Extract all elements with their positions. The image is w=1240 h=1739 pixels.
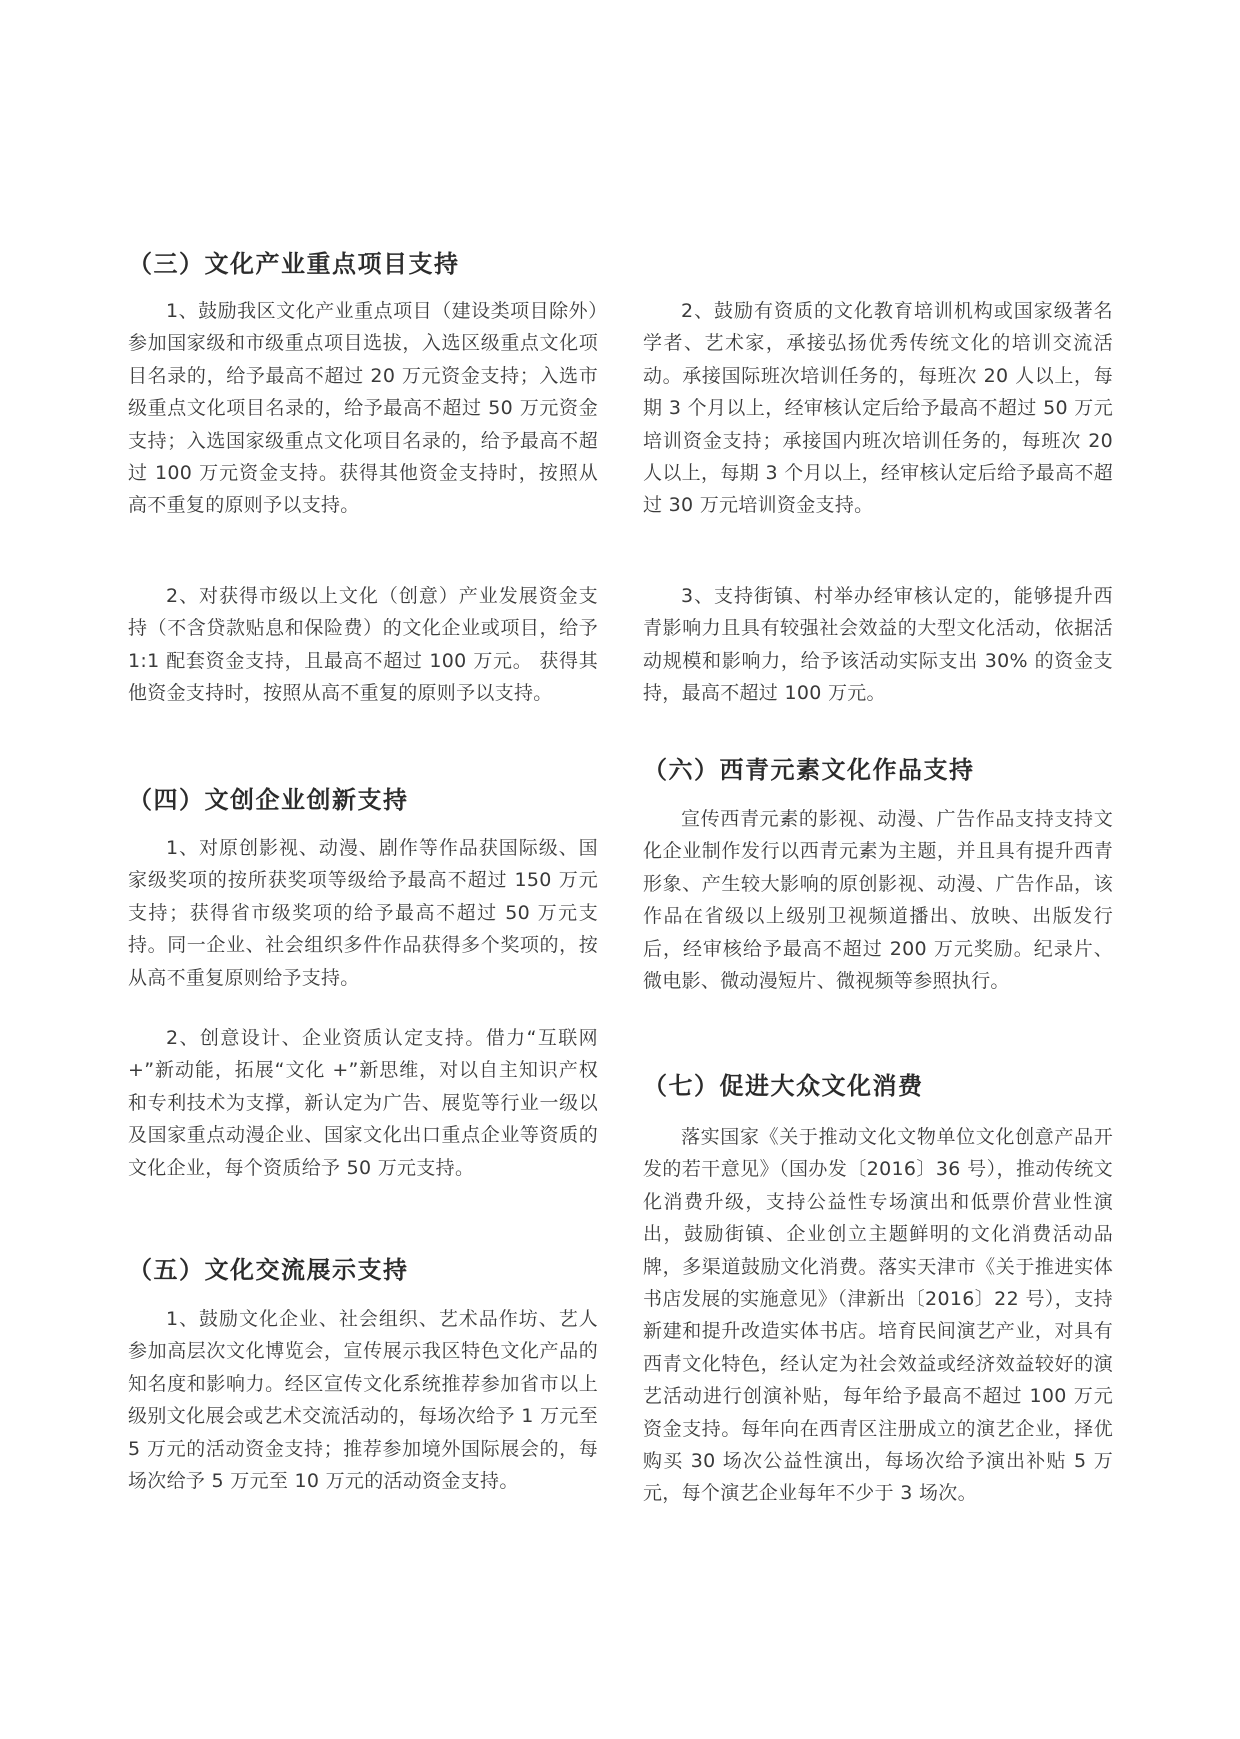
section-5-para-2: 2、鼓励有资质的文化教育培训机构或国家级著名学者、艺术家，承接弘扬优秀传统文化的培训交流活动。承接国际班次培训任务的，每班次 20 人以上，每期 3 个月以上，经审核认定后给予最高不超过 50 万元培训资金支持；承接国内班次培训任务的，每班次 20 人以上，每期 3 个月以上，经审核认定后给予最高不超过 30 万元培训资金支持。 (643, 300, 1113, 517)
section-7-para-1: 落实国家《关于推动文化文物单位文化创意产品开发的若干意见》（国办发〔2016〕36 号），推动传统文化消费升级，支持公益性专场演出和低票价营业性演出，鼓励街镇、企业创立主题鲜明的文化消费活动品牌，多渠道鼓励文化消费。落实天津市《关于推进实体书店发展的实施意见》（津新出〔2016〕22 号），支持新建和提升改造实体书店。培育民间演艺产业，对具有西青文化特色，经认定为社会效益或经济效益较好的演艺活动进行创演补贴，每年给予最高不超过 100 万元资金支持。每年向在西青区注册成立的演艺企业，择优购买 30 场次公益性演出，每场次给予演出补贴 5 万元，每个演艺企业每年不少于 3 场次。 (643, 1126, 1113, 1505)
section-4-para-1: 1、对原创影视、动漫、剧作等作品获国际级、国家级奖项的按所获奖项等级给予最高不超过 150 万元支持；获得省市级奖项的给予最高不超过 50 万元支持。同一企业、社会组织多件作品获得多个奖项的，按从高不重复原则给予支持。 (128, 837, 598, 989)
section-5-heading: （五）文化交流展示支持 (128, 1256, 409, 1284)
section-5-para-3: 3、支持街镇、村举办经审核认定的，能够提升西青影响力且具有较强社会效益的大型文化活动，依据活动规模和影响力，给予该活动实际支出 30% 的资金支持，最高不超过 100 万元。 (643, 585, 1113, 705)
section-3-para-2: 2、对获得市级以上文化（创意）产业发展资金支持（不含贷款贴息和保险费）的文化企业或项目，给予 1:1 配套资金支持，且最高不超过 100 万元。 获得其他资金支持时，按照从高不重复的原则予以支持。 (128, 585, 598, 705)
section-5-para-1: 1、鼓励文化企业、社会组织、艺术品作坊、艺人参加高层次文化博览会，宣传展示我区特色文化产品的知名度和影响力。经区宣传文化系统推荐参加省市以上级别文化展会或艺术交流活动的，每场次给予 1 万元至 5 万元的活动资金支持；推荐参加境外国际展会的，每场次给予 5 万元至 10 万元的活动资金支持。 (128, 1308, 598, 1493)
section-3-para-1: 1、鼓励我区文化产业重点项目（建设类项目除外）参加国家级和市级重点项目选拔，入选区级重点文化项目名录的，给予最高不超过 20 万元资金支持；入选市级重点文化项目名录的，给予最高不超过 50 万元资金支持；入选国家级重点文化项目名录的，给予最高不超过 100 万元资金支持。获得其他资金支持时，按照从高不重复的原则予以支持。 (128, 300, 598, 517)
section-6-para-1: 宣传西青元素的影视、动漫、广告作品支持支持文化企业制作发行以西青元素为主题，并且具有提升西青形象、产生较大影响的原创影视、动漫、广告作品，该作品在省级以上级别卫视频道播出、放映、出版发行后，经审核给予最高不超过 200 万元奖励。纪录片、微电影、微动漫短片、微视频等参照执行。 (643, 808, 1113, 993)
section-6-heading: （六）西青元素文化作品支持 (643, 756, 975, 784)
section-4-para-2: 2、创意设计、企业资质认定支持。借力“互联网 +”新动能，拓展“文化 +”新思维，对以自主知识产权和专利技术为支撑，新认定为广告、展览等行业一级以及国家重点动漫企业、国家文化出口重点企业等资质的文化企业，每个资质给予 50 万元支持。 (128, 1027, 598, 1179)
section-7-heading: （七）促进大众文化消费 (643, 1072, 924, 1100)
section-4-heading: （四）文创企业创新支持 (128, 786, 409, 814)
section-3-heading: （三）文化产业重点项目支持 (128, 250, 460, 278)
